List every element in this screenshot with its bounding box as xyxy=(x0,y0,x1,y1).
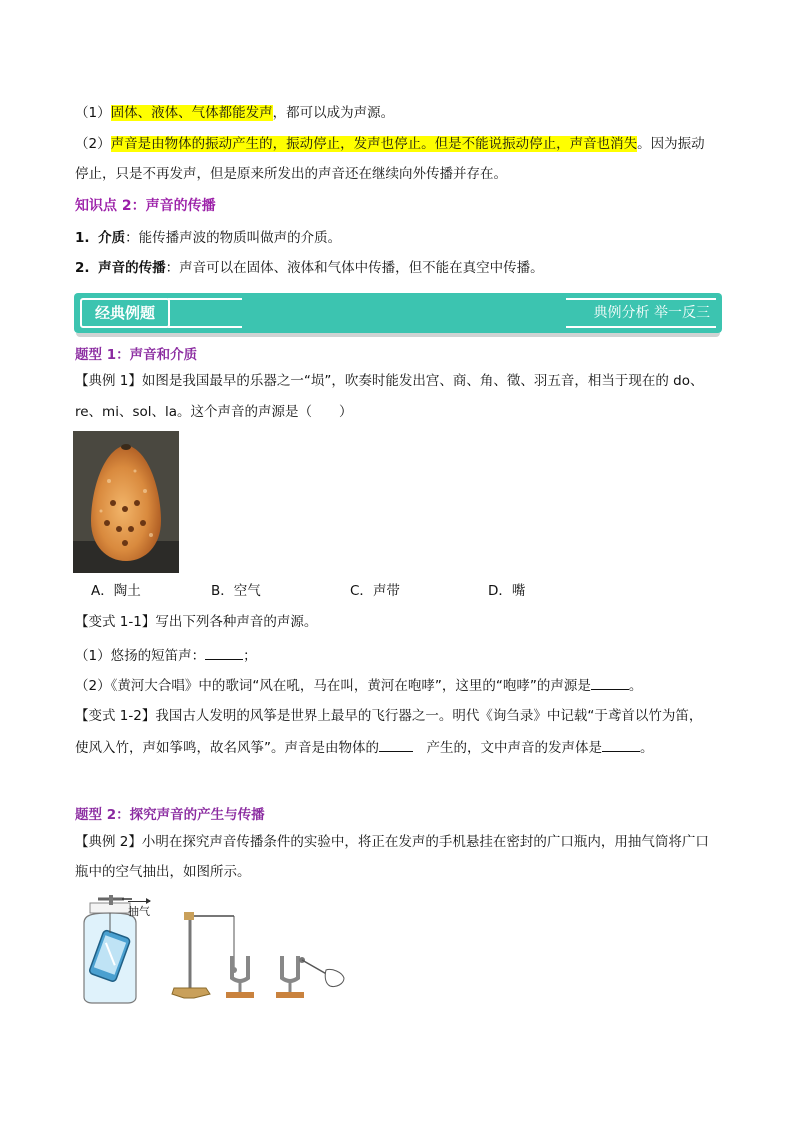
arrow-head-icon xyxy=(146,898,151,904)
knowledge-point-title: 知识点 2：声音的传播 xyxy=(75,198,216,214)
variant-1-2-line-1: 【变式 1-2】我国古人发明的风筝是世界上最早的飞行器之一。明代《询刍录》中记载“于鸢首以竹为笛， xyxy=(75,708,703,724)
pump-label: 抽气 xyxy=(128,905,150,918)
question-type-1-title: 题型 1：声音和介质 xyxy=(75,347,198,363)
option-a[interactable]: A．陶土 xyxy=(91,583,141,599)
tuning-fork-figure xyxy=(170,908,348,1004)
variant-1-1-heading: 【变式 1-1】写出下列各种声音的声源。 xyxy=(75,614,318,630)
jar-figure xyxy=(70,893,166,1005)
variant-1-2-line-2: 使风入竹，声如筝鸣，故名风筝”。声音是由物体的 产生的，文中声音的发声体是 。 xyxy=(75,737,654,758)
tuning-forks-icon xyxy=(170,908,348,1004)
example-1-line-1: 【典例 1】如图是我国最早的乐器之一“埙”，吹奏时能发出宫、商、角、徵、羽五音，相当于现在的 do、 xyxy=(75,373,704,389)
question-type-2-title: 题型 2：探究声音的产生与传播 xyxy=(75,807,265,823)
xun-icon xyxy=(73,431,179,573)
item-medium: 1. 介质：能传播声波的物质叫做声的介质。 xyxy=(75,230,342,246)
example-2-line-2: 瓶中的空气抽出，如图所示。 xyxy=(75,864,251,880)
answer-blank[interactable] xyxy=(602,737,640,752)
item-propagation: 2. 声音的传播：声音可以在固体、液体和气体中传播，但不能在真空中传播。 xyxy=(75,260,544,276)
option-d[interactable]: D．嘴 xyxy=(488,583,526,599)
example-2-line-1: 【典例 2】小明在探究声音传播条件的实验中，将正在发声的手机悬挂在密封的广口瓶内，用抽气筒将广口 xyxy=(75,834,709,850)
variant-1-1-q1: （1）悠扬的短笛声： ； xyxy=(75,645,257,666)
para-2-line-1: （2）声音是由物体的振动产生的，振动停止，发声也停止。但是不能说振动停止，声音也消失。因为振动 xyxy=(75,136,705,152)
highlight-text: 声音是由物体的振动产生的，振动停止，发声也停止。但是不能说振动停止，声音也消失 xyxy=(110,136,638,152)
answer-blank[interactable] xyxy=(205,645,243,660)
answer-blank[interactable] xyxy=(379,737,413,752)
section-banner xyxy=(74,293,722,333)
variant-1-1-q2: （2）《黄河大合唱》中的歌词“风在吼，马在叫，黄河在咆哮”，这里的“咆哮”的声源是 。 xyxy=(75,675,642,696)
jar-with-phone-icon xyxy=(70,893,166,1005)
banner-right-label: 典例分析 举一反三 xyxy=(593,305,710,321)
example-1-line-2: re、mi、sol、la。这个声音的声源是（ ） xyxy=(75,404,353,420)
para-1: （1）固体、液体、气体都能发声，都可以成为声源。 xyxy=(75,105,395,121)
para-2-line-2: 停止，只是不再发声，但是原来所发出的声音还在继续向外传播并存在。 xyxy=(75,166,507,182)
banner-left-label: 经典例题 xyxy=(80,298,170,328)
highlight-text: 固体、液体、气体都能发声 xyxy=(110,105,273,121)
option-c[interactable]: C．声带 xyxy=(350,583,400,599)
xun-photo xyxy=(73,431,179,573)
answer-blank[interactable] xyxy=(591,675,629,690)
option-b[interactable]: B．空气 xyxy=(211,583,261,599)
